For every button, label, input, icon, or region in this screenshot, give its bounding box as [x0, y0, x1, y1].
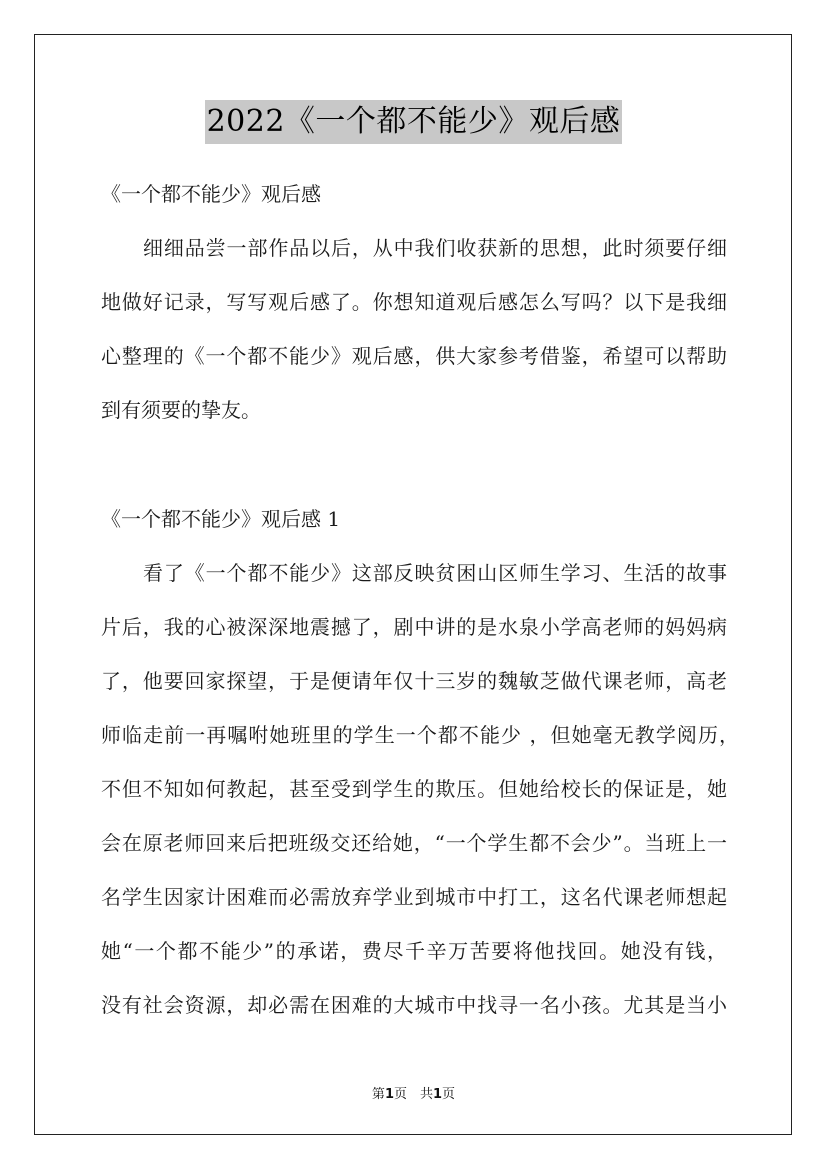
section-line-4: 师临走前一再嘱咐她班里的学生一个都不能少 ，但她毫无教学阅历，: [101, 723, 739, 747]
title-wrap: [0, 100, 827, 144]
subtitle: 《一个都不能少》观后感: [101, 182, 321, 206]
page-footer: [0, 1083, 827, 1102]
section-line-8: 她“一个都不能少”的承诺，费尽千辛万苦要将他找回。她没有钱，: [101, 939, 727, 963]
footer-page-total: 1: [433, 1087, 443, 1102]
footer-page-number: 1: [384, 1087, 394, 1102]
footer-mid: 页 共: [393, 1087, 433, 1102]
section-heading: 《一个都不能少》观后感 1: [101, 507, 341, 531]
section-line-6: 会在原老师回来后把班级交还给她，“一个学生都不会少”。当班上一: [101, 831, 727, 855]
footer-prefix: 第: [371, 1087, 385, 1102]
intro-line-4: 到有须要的挚友。: [101, 398, 261, 422]
section-line-9: 没有社会资源，却必需在困难的大城市中找寻一名小孩。尤其是当小: [101, 993, 727, 1017]
intro-line-1: 细细品尝一部作品以后，从中我们收获新的思想，此时须要仔细: [143, 236, 727, 260]
section-line-5: 不但不知如何教起，甚至受到学生的欺压。但她给校长的保证是，她: [101, 777, 727, 801]
document-title: 2022《一个都不能少》观后感: [205, 100, 623, 144]
section-line-2: 片后，我的心被深深地震撼了，剧中讲的是水泉小学高老师的妈妈病: [101, 615, 727, 639]
footer-suffix: 页: [442, 1087, 456, 1102]
section-line-7: 名学生因家计困难而必需放弃学业到城市中打工，这名代课老师想起: [101, 885, 727, 909]
intro-line-2: 地做好记录，写写观后感了。你想知道观后感怎么写吗？以下是我细: [101, 290, 727, 314]
section-line-1: 看了《一个都不能少》这部反映贫困山区师生学习、生活的故事: [143, 561, 727, 585]
section-line-3: 了，他要回家探望，于是便请年仅十三岁的魏敏芝做代课老师，高老: [101, 669, 727, 693]
intro-line-3: 心整理的《一个都不能少》观后感，供大家参考借鉴，希望可以帮助: [101, 344, 727, 368]
